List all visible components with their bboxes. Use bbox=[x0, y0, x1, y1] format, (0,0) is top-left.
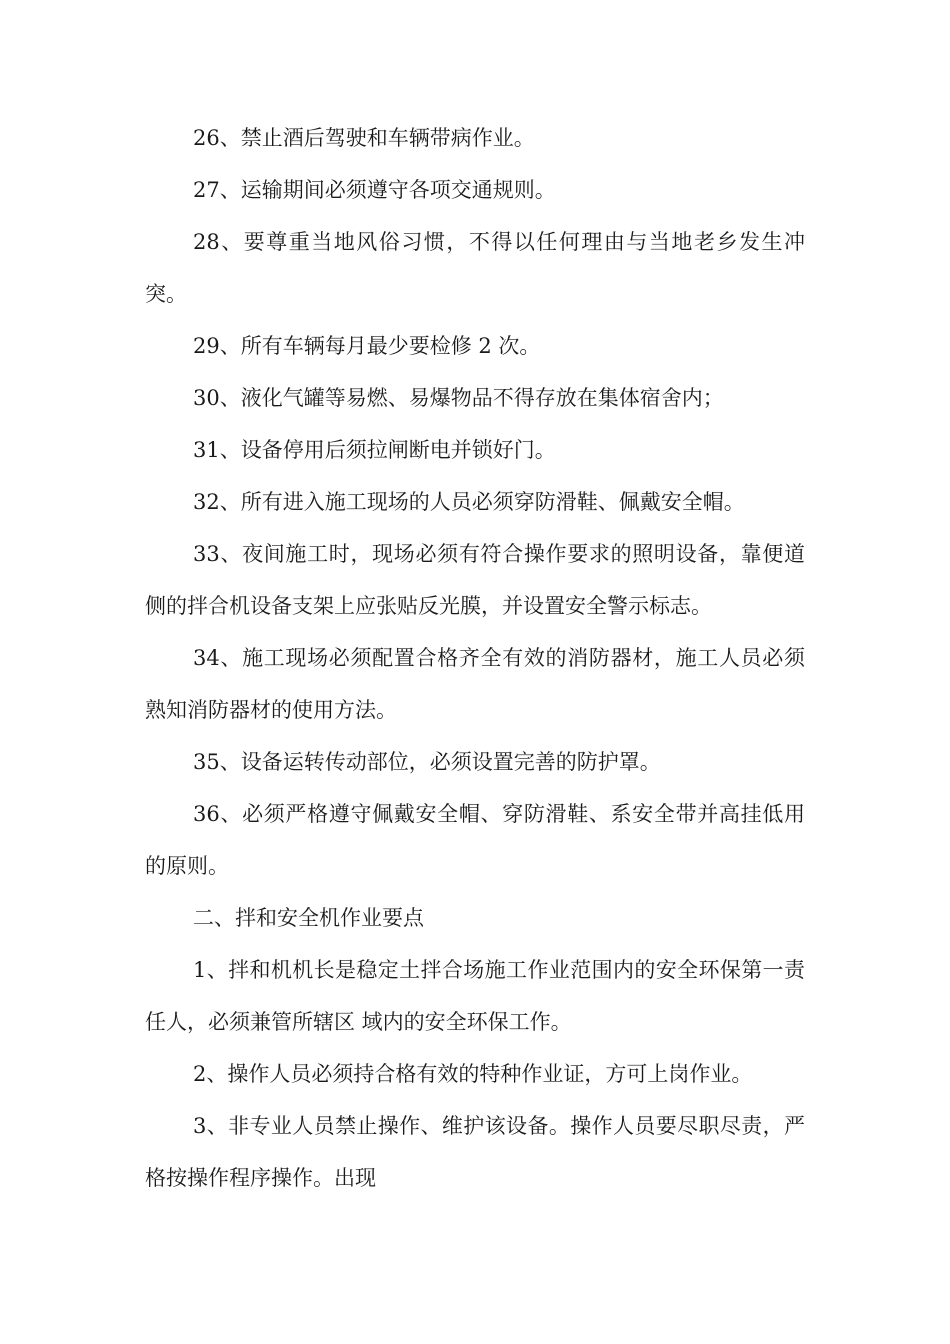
paragraph-rule-26: 26、禁止酒后驾驶和车辆带病作业。 bbox=[193, 126, 535, 150]
paragraph-rule-27: 27、运输期间必须遵守各项交通规则。 bbox=[193, 178, 556, 202]
paragraph-rule-30: 30、液化气罐等易燃、易爆物品不得存放在集体宿舍内； bbox=[193, 386, 724, 410]
paragraph-rule-34: 34、施工现场必须配置合格齐全有效的消防器材，施工人员必须熟知消防器材的使用方法。 bbox=[145, 646, 805, 722]
paragraph-point-1: 1、拌和机机长是稳定土拌合场施工作业范围内的安全环保第一责任人，必须兼管所辖区 域内的安全环保工作。 bbox=[145, 958, 805, 1034]
document-body bbox=[145, 112, 805, 1204]
section-heading: 二、拌和安全机作业要点 bbox=[193, 906, 424, 930]
paragraph-rule-35: 35、设备运转传动部位，必须设置完善的防护罩。 bbox=[193, 750, 661, 774]
paragraph-rule-32: 32、所有进入施工现场的人员必须穿防滑鞋、佩戴安全帽。 bbox=[193, 490, 745, 514]
paragraph-rule-29: 29、所有车辆每月最少要检修 2 次。 bbox=[193, 334, 541, 358]
paragraph-point-3: 3、非专业人员禁止操作、维护该设备。操作人员要尽职尽责，严格按操作程序操作。出现 bbox=[145, 1114, 805, 1190]
paragraph-rule-36: 36、必须严格遵守佩戴安全帽、穿防滑鞋、系安全带并高挂低用的原则。 bbox=[145, 802, 805, 878]
paragraph-rule-31: 31、设备停用后须拉闸断电并锁好门。 bbox=[193, 438, 556, 462]
paragraph-rule-33: 33、夜间施工时，现场必须有符合操作要求的照明设备，靠便道侧的拌合机设备支架上应张贴反光膜，并设置安全警示标志。 bbox=[145, 542, 805, 618]
paragraph-point-2: 2、操作人员必须持合格有效的特种作业证，方可上岗作业。 bbox=[193, 1062, 753, 1086]
paragraph-rule-28: 28、要尊重当地风俗习惯，不得以任何理由与当地老乡发生冲突。 bbox=[145, 230, 805, 306]
